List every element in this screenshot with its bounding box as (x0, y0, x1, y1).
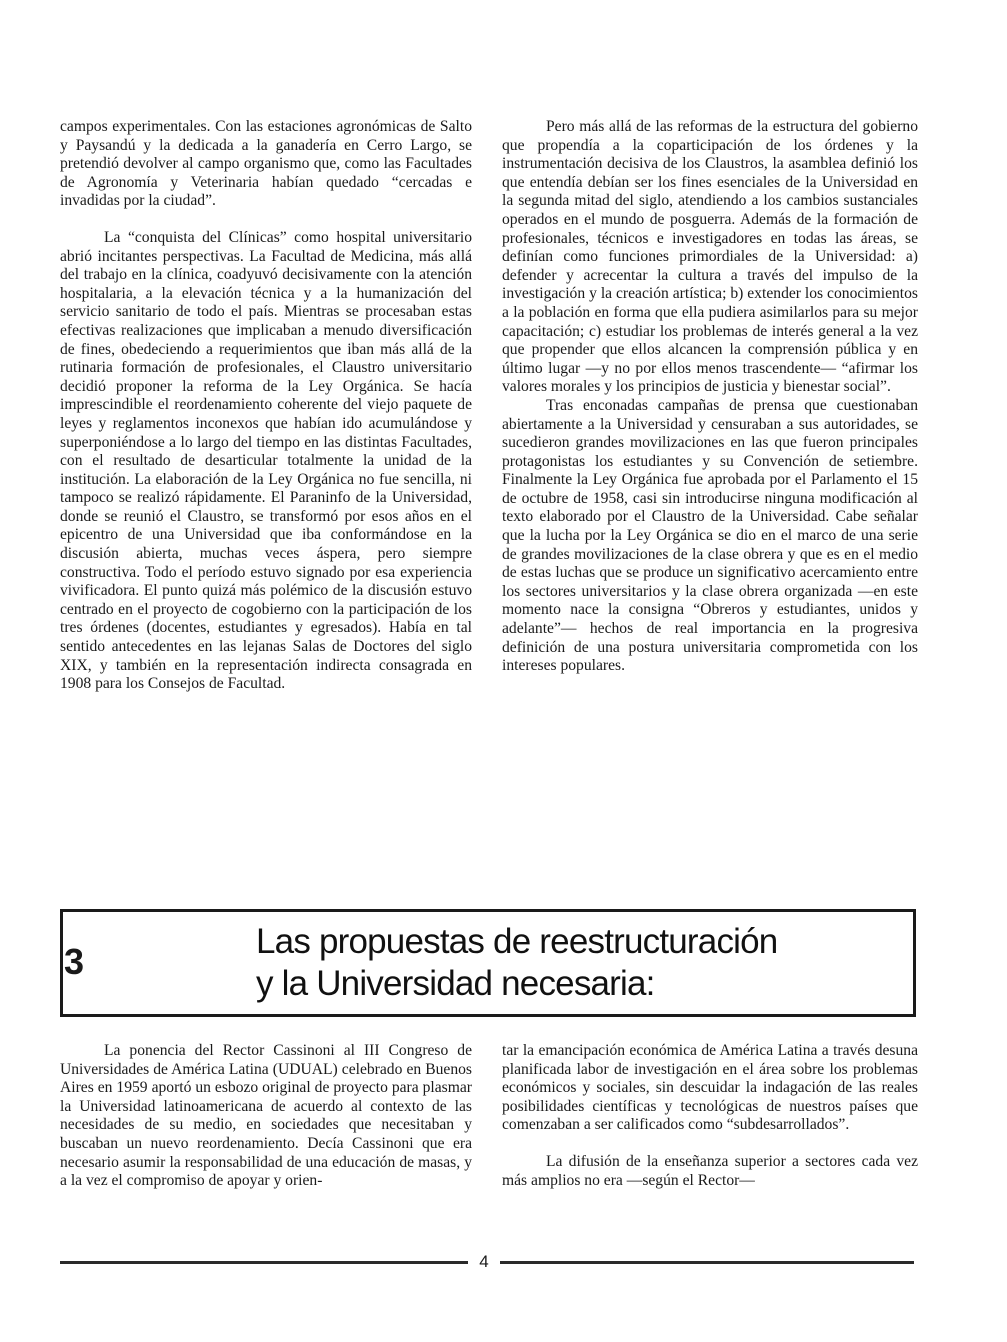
section-title-line: Las propuestas de reestructuración (256, 922, 778, 961)
page-number: 4 (479, 1252, 489, 1271)
column-bottom-right (502, 1042, 918, 1190)
column-top-left (60, 118, 472, 694)
footer-rule (60, 1261, 468, 1264)
frame-rule-right (913, 909, 916, 1017)
section-title (256, 921, 896, 1005)
paragraph: La ponencia del Rector Cassinoni al III Congreso de Universidades de América Latina (UDUAL) celebrado en Buenos Aires en 1959 aportó un esbozo original de proyecto para plasmar la Universidad latinoamericana de acuerdo al contexto de las necesidades de su medio, en sociedades que necesitaban y buscaban un nuevo reordenamiento. Decía Cassinoni que era necesario asumir la responsabilidad de una educación de masas, y a la vez el compromiso de apoyar y orien- (60, 1042, 472, 1190)
column-bottom-left (60, 1042, 472, 1191)
paragraph: Pero más allá de las reformas de la estructura del gobierno que propendía a la coparticipación de los órdenes y la instrumentación decisiva de los Claustros, la asamblea definió los que entendía debían ser los fines esenciales de la Universidad en la segunda mitad del siglo, atendiendo a los cambios sustanciales operados en el mundo de posguerra. Además de la formación de profesionales, técnicos e investigadores en todas las áreas, se definían como funciones primordiales de la Universidad: a) defender y acrecentar la cultura a través del impulso de la investigación y la creación artística; b) extender los conocimientos a la población en forma que ella pudiera asimilarlos para su mejor capacitación; c) estudiar los problemas de interés general a la vez que propender que ellos alcancen la comprensión pública y en último lugar —y no por ellos menos trascendente— “afirmar los valores morales y los principios de justicia y bienestar social”. (502, 118, 918, 396)
paragraph: campos experimentales. Con las estaciones agronómicas de Salto y Paysandú y la dedicada a la ganadería en Cerro Largo, se pretendió devolver al campo organismo que, como las Facultades de Agronomía y Veterinaria habían quedado “cercadas e invadidas por la ciudad”. (60, 118, 472, 210)
paragraph: Tras enconadas campañas de prensa que cuestionaban abiertamente a la Universidad y censuraban a sus autoridades, se sucedieron grandes movilizaciones en las que fueron principales protagonistas los estudiantes y su Convención de setiembre. Finalmente la Ley Orgánica fue aprobada por el Parlamento el 15 de octubre de 1958, casi sin introducirse ninguna modificación al texto elaborado por el Claustro de la Universidad. Cabe señalar que la lucha por la Ley Orgánica se dio en el marco de una serie de grandes movilizaciones de la clase obrera y que es en el medio de estas luchas que se produce un significativo acercamiento entre los sectores universitarios y la clase obrera organizada —en este momento nace la consigna “Obreros y estudiantes, unidos y adelante”— hechos de real importancia en la progresiva definición de una postura universitaria comprometida con los intereses populares. (502, 396, 918, 675)
section-number: 3 (64, 941, 85, 982)
footer-rule (500, 1261, 914, 1264)
column-top-right (502, 118, 918, 676)
frame-rule-left (60, 909, 63, 1017)
paragraph: La difusión de la enseñanza superior a sectores cada vez más amplios no era —según el Rector— (502, 1152, 918, 1189)
paragraph: tar la emancipación económica de América Latina a través desuna planificada labor de investigación en el área sobre los problemas económicos y sociales, sin descuidar la indagación de las reales posibilidades científicas y tecnológicas de nuestros países que comenzaban a ser calificados como “subdesarrollados”. (502, 1042, 918, 1134)
page-footer (60, 1252, 914, 1272)
frame-rule-top (60, 909, 916, 912)
paragraph: La “conquista del Clínicas” como hospital universitario abrió incitantes perspectivas. La Facultad de Medicina, más allá del trabajo en la clínica, coadyuvó decisivamente con la atención hospitalaria, a la elevación técnica y a la humanización del servicio sanitario de todo el país. Mientras se procesaban estas efectivas realizaciones que implicaban a menudo diversificación de fines, obedeciendo a requerimientos que iban más allá de la rutinaria formación de profesionales, el Claustro universitario decidió proponer la reforma de la Ley Orgánica. Se hacía imprescindible el reordenamiento coherente del viejo paquete de leyes y reglamentos inconexos que habían ido acumulándose y superponiéndose a lo largo del tiempo en las distintas Facultades, con el resultado de desarticular totalmente la unidad de la institución. La elaboración de la Ley Orgánica no fue sencilla, ni tampoco se realizó rápidamente. El Paraninfo de la Universidad, donde se reunió el Claustro, se transformó por esos años en el epicentro de una Universidad que iba conformándose en la discusión abierta, muchas veces áspera, pero siempre constructiva. Todo el período estuvo signado por esa experiencia vivificadora. El punto quizá más polémico de la discusión estuvo centrado en el proyecto de cogobierno con la participación de los tres órdenes (docentes, estudiantes y egresados). Había en tal sentido antecedentes en las lejanas Salas de Doctores del siglo XIX, y también en la representación indirecta consagrada en 1908 para los Consejos de Facultad. (60, 228, 472, 693)
section-title-line: y la Universidad necesaria: (256, 964, 655, 1003)
frame-rule-bottom (60, 1014, 916, 1017)
section-header-box (60, 909, 916, 1017)
